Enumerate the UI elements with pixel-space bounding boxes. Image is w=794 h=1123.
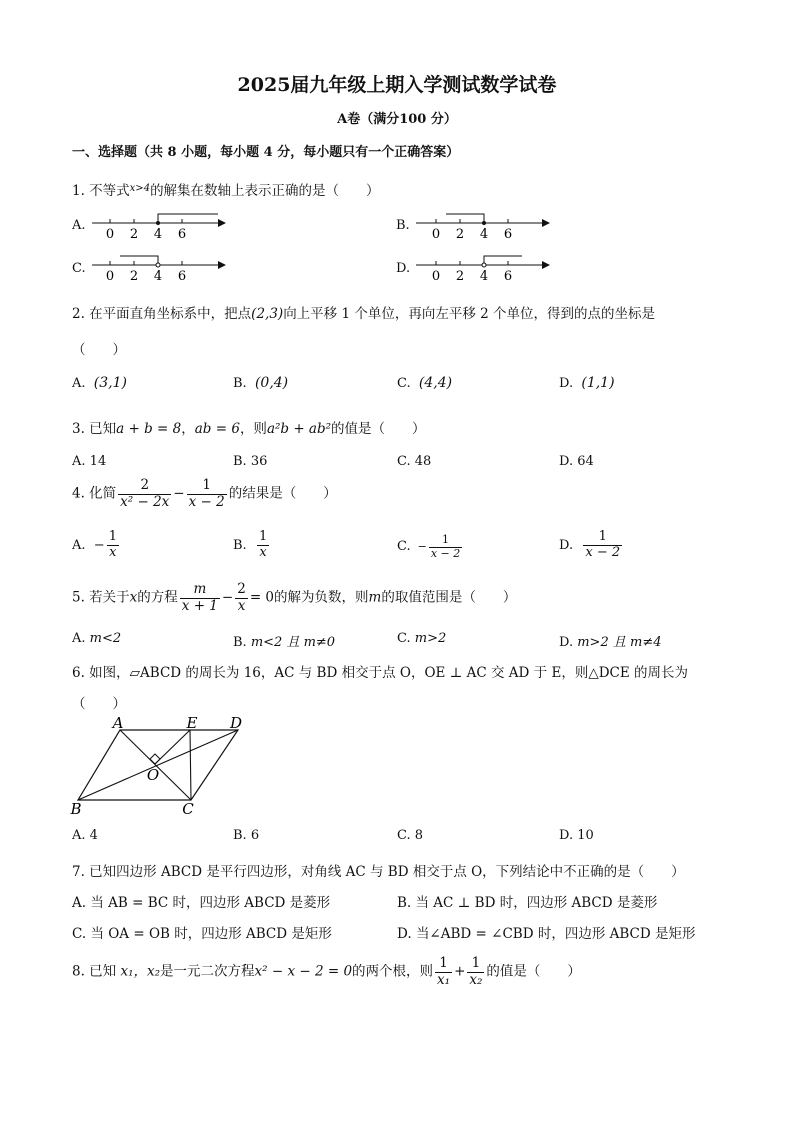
vertex-d-label: D	[229, 714, 243, 732]
q6-option-b: B. 6	[233, 828, 260, 843]
question-8-stem: 8. 已知 x₁，x₂是一元二次方程x² − x − 2 = 0的两个根，则 $\frac{1}{\text{x₁}}$ + $\frac{1}{\text{x₂}}$ 的值是（ ）	[72, 955, 581, 988]
q1-a-tick-6: 6	[177, 227, 187, 242]
vertex-b-label: B	[70, 800, 82, 818]
q1-option-a-label: A.	[72, 218, 86, 233]
q6-option-d: D. 10	[559, 828, 594, 843]
q4-option-c: C. − $\frac{1}{x - 2}$	[397, 533, 461, 560]
q2-option-a: A. (3,1)	[72, 375, 127, 391]
question-6-stem: 6. 如图，▱ABCD 的周长为 16，AC 与 BD 相交于点 O，OE ⊥ AC 交 AD 于 E，则△DCE 的周长为	[72, 665, 688, 681]
parallelogram-figure	[66, 714, 256, 820]
q1-option-a-number-line	[90, 212, 230, 244]
q1-b-tick-0: 0	[431, 227, 441, 242]
q6-option-c: C. 8	[397, 828, 424, 843]
q1-option-d-number-line	[414, 254, 554, 286]
q5-option-a: A. m<2	[72, 631, 122, 646]
vertex-a-label: A	[112, 714, 124, 732]
q1-option-c-label: C.	[72, 261, 86, 276]
q4-option-a: A. − $\frac{1}{x}$	[72, 529, 117, 560]
q1-b-tick-6: 6	[503, 227, 513, 242]
question-6-paren: （ ）	[72, 696, 126, 712]
point-o-label: O	[146, 766, 160, 784]
q1-option-b-label: B.	[396, 218, 410, 233]
q7-option-c: C. 当 OA = OB 时，四边形 ABCD 是矩形	[72, 926, 332, 942]
question-7-stem: 7. 已知四边形 ABCD 是平行四边形，对角线 AC 与 BD 相交于点 O，下列结论中不正确的是（ ）	[72, 864, 685, 880]
question-2-paren: （ ）	[72, 342, 126, 358]
q2-option-c: C. (4,4)	[397, 375, 453, 391]
q1-d-tick-2: 2	[455, 269, 465, 284]
page-subtitle: A卷（满分100 分）	[337, 112, 457, 127]
q1-c-tick-2: 2	[129, 269, 139, 284]
q1-option-d-label: D.	[396, 261, 411, 276]
question-3-stem: 3. 已知a + b = 8，ab = 6，则a²b + ab²的值是（ ）	[72, 421, 426, 437]
question-5-stem: 5. 若关于x的方程 $\frac{m}{x + 1}$ − $\frac{2}{x}$ = 0的解为负数，则m的取值范围是（ ）	[72, 581, 517, 614]
q3-option-a: A. 14	[72, 454, 107, 469]
q1-a-tick-2: 2	[129, 227, 139, 242]
q1-option-b-number-line	[414, 212, 554, 244]
q1-a-tick-4: 4	[153, 227, 163, 242]
question-2-stem: 2. 在平面直角坐标系中，把点(2,3)向上平移 1 个单位，再向左平移 2 个单位，得到的点的坐标是	[72, 306, 656, 322]
q2-option-b: B. (0,4)	[233, 375, 289, 391]
q1-d-tick-4: 4	[479, 269, 489, 284]
q1-c-tick-4: 4	[153, 269, 163, 284]
q4-option-d: D. $\frac{1}{x - 2}$	[559, 529, 621, 560]
q1-d-tick-6: 6	[503, 269, 513, 284]
q1-option-c-number-line	[90, 254, 230, 286]
point-e-label: E	[186, 714, 198, 732]
q7-option-b: B. 当 AC ⊥ BD 时，四边形 ABCD 是菱形	[397, 895, 658, 911]
q5-option-b: B. m<2 且 m≠0	[233, 635, 336, 650]
vertex-c-label: C	[182, 800, 194, 818]
q6-option-a: A. 4	[72, 828, 98, 843]
q2-option-d: D. (1,1)	[559, 375, 615, 391]
q5-option-d: D. m>2 且 m≠4	[559, 635, 662, 650]
q3-option-d: D. 64	[559, 454, 594, 469]
q4-option-b: B. $\frac{1}{x}$	[233, 529, 268, 560]
q7-option-a: A. 当 AB = BC 时，四边形 ABCD 是菱形	[72, 895, 331, 911]
q5-option-c: C. m>2	[397, 631, 447, 646]
q7-option-d: D. 当∠ABD = ∠CBD 时，四边形 ABCD 是矩形	[397, 926, 696, 942]
q1-b-tick-4: 4	[479, 227, 489, 242]
section-heading: 一、选择题（共 8 小题，每小题 4 分，每小题只有一个正确答案）	[72, 145, 460, 160]
q1-d-tick-0: 0	[431, 269, 441, 284]
q1-c-tick-6: 6	[177, 269, 187, 284]
q1-c-tick-0: 0	[105, 269, 115, 284]
question-4-stem: 4. 化简 $\frac{2}{\text{x² − 2x}}$ − $\frac{1}{x - 2}$ 的结果是（ ）	[72, 477, 337, 510]
q3-option-b: B. 36	[233, 454, 268, 469]
page-title: 2025届九年级上期入学测试数学试卷	[237, 74, 557, 96]
q1-a-tick-0: 0	[105, 227, 115, 242]
q3-option-c: C. 48	[397, 454, 432, 469]
q1-b-tick-2: 2	[455, 227, 465, 242]
question-1-stem: 1. 不等式$^{x>4}$的解集在数轴上表示正确的是（ ）	[72, 183, 380, 199]
